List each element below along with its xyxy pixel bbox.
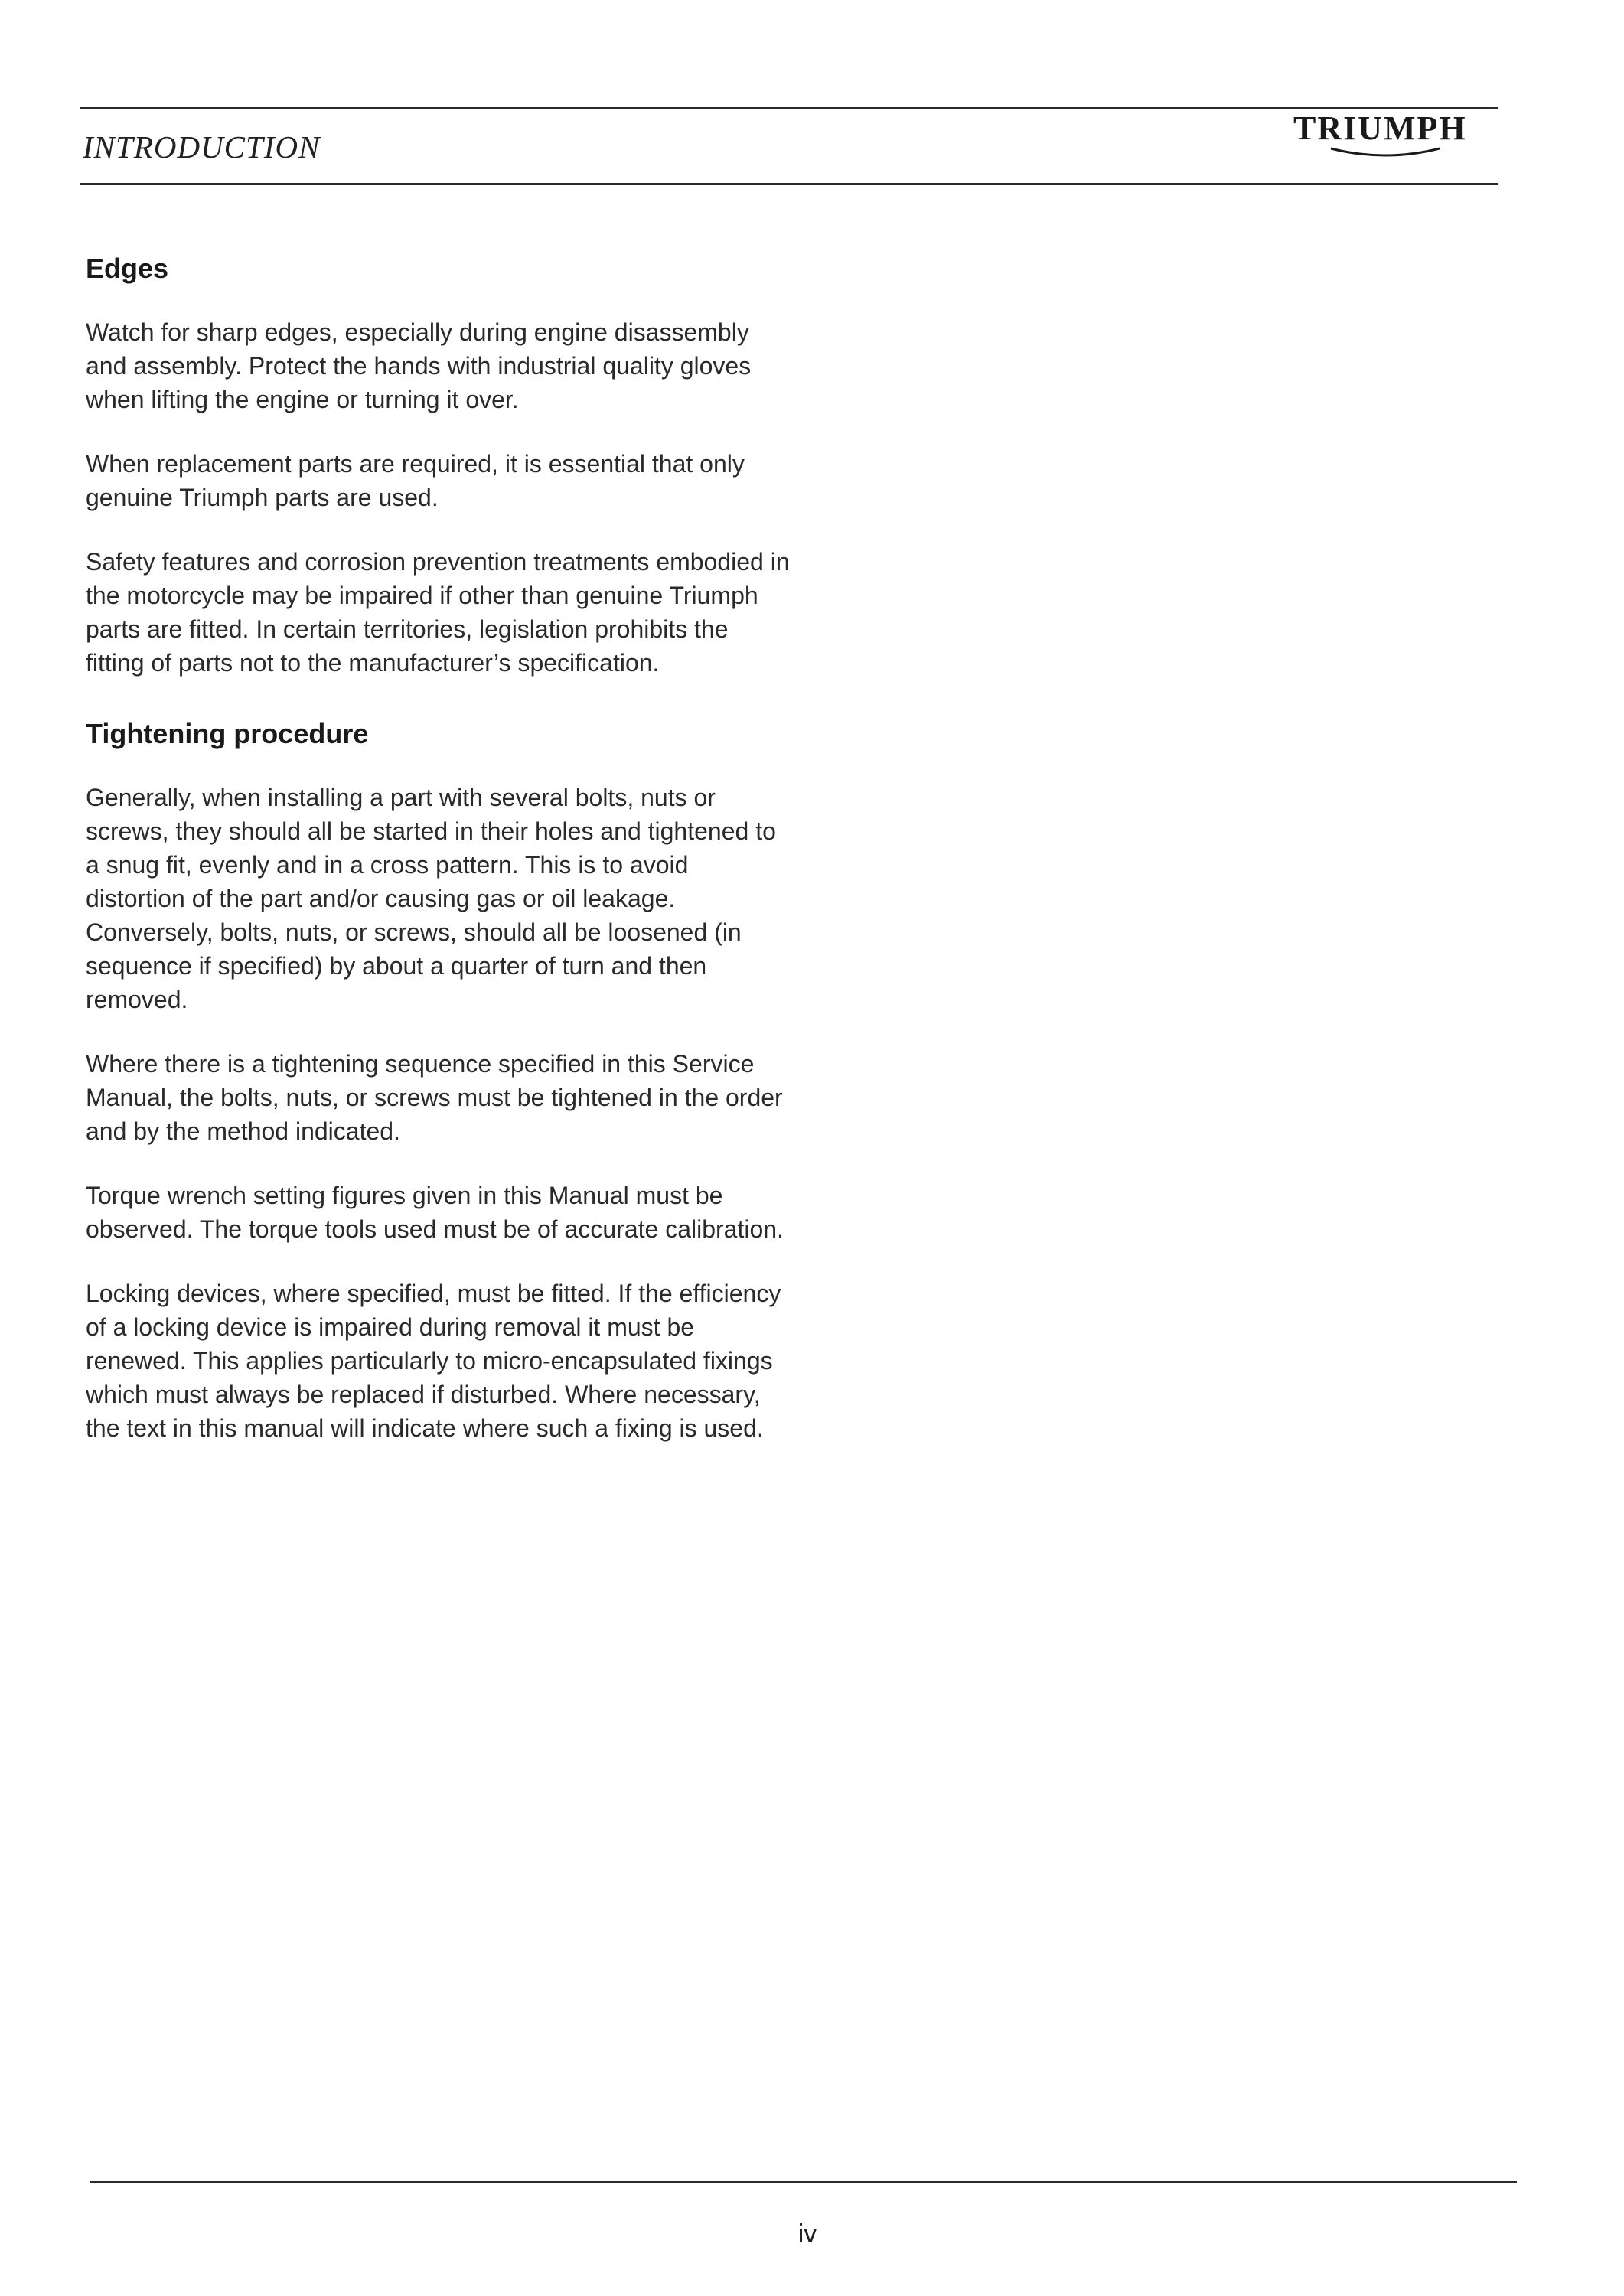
header-bottom-rule xyxy=(80,183,1498,185)
paragraph: Safety features and corrosion prevention treatments embodied in the motorcycle may be impaired if other than genuine Triumph parts are fitted. In certain territories, legislation prohibits the fitting of parts not to the manufacturer’s specification. xyxy=(86,548,790,677)
paragraph: Locking devices, where specified, must be fitted. If the efficiency of a locking device is impaired during removal it must be renewed. This applies particularly to micro-encapsulated fixings which must always be replaced if disturbed. Where necessary, the text in this manual will indicate where such a fixing is used. xyxy=(86,1280,781,1442)
header-top-rule xyxy=(80,107,1498,109)
paragraph: When replacement parts are required, it is essential that only genuine Triumph parts are used. xyxy=(86,450,745,511)
paragraph: Torque wrench setting figures given in this Manual must be observed. The torque tools used must be of accurate calibration. xyxy=(86,1182,784,1243)
paragraph: Generally, when installing a part with several bolts, nuts or screws, they should all be started in their holes and tightened to a snug fit, evenly and in a cross pattern. This is to avoid distortion of the part and/or causing gas or oil leakage. Conversely, bolts, nuts, or screws, should all be loosened (in sequence if specified) by about a quarter of turn and then removed. xyxy=(86,784,776,1013)
section-heading: Tightening procedure xyxy=(86,718,369,749)
section-heading: Edges xyxy=(86,253,169,284)
paragraph: Where there is a tightening sequence specified in this Service Manual, the bolts, nuts, or screws must be tightened in the order and by the method indicated. xyxy=(86,1050,783,1145)
footer-rule xyxy=(90,2181,1517,2183)
section-edges xyxy=(86,253,790,680)
page-content xyxy=(86,253,790,1476)
section-tightening-procedure xyxy=(86,718,790,1445)
paragraph: Watch for sharp edges, especially during engine disassembly and assembly. Protect the hands with industrial quality gloves when lifting the engine or turning it over. xyxy=(86,318,752,413)
triumph-logo: TRIUMPH xyxy=(1293,109,1467,147)
section-title: INTRODUCTION xyxy=(83,129,321,165)
logo-swoosh-icon xyxy=(1328,145,1443,159)
page-number: iv xyxy=(797,2219,817,2249)
